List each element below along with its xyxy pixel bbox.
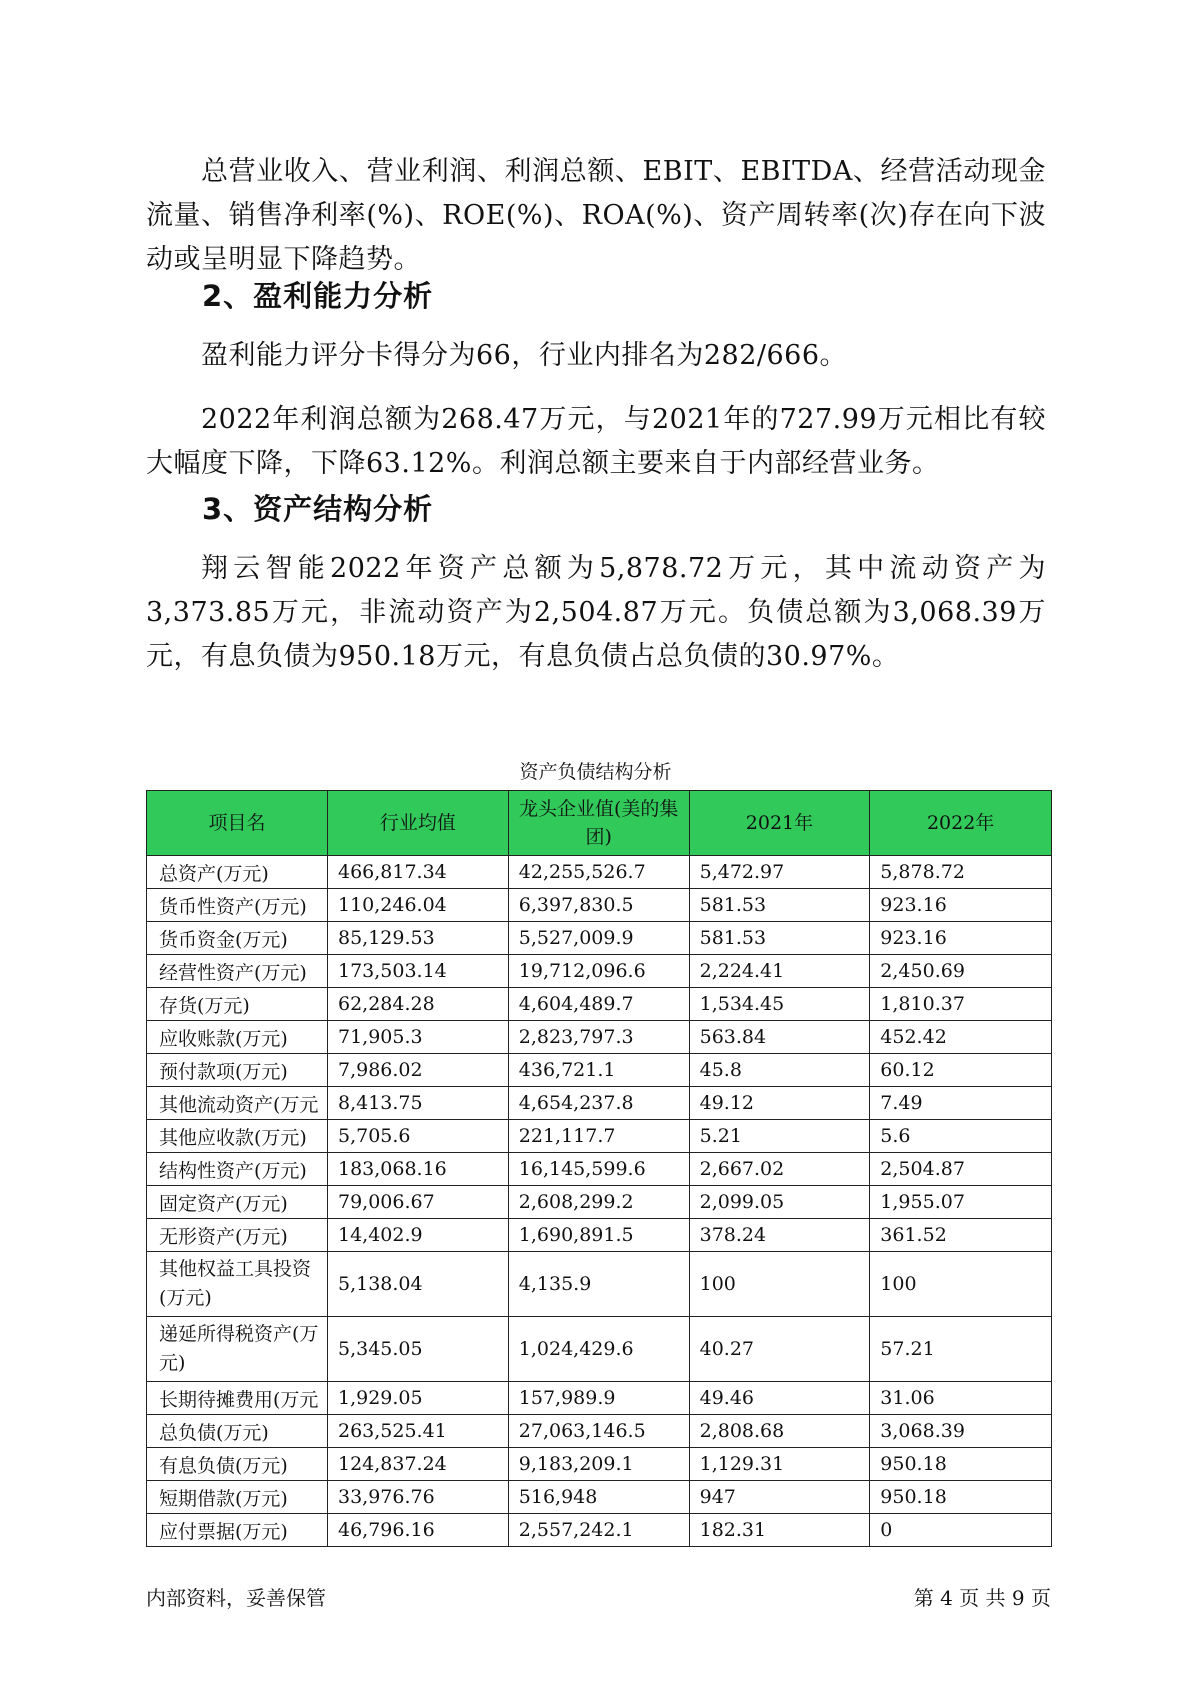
table-row: [147, 955, 1052, 988]
table-cell: 516,948: [508, 1481, 689, 1514]
table-row: [147, 889, 1052, 922]
row-label: 其他流动资产(万元: [147, 1087, 328, 1120]
table-cell: 5,705.6: [327, 1120, 508, 1153]
table-cell: 49.12: [689, 1087, 870, 1120]
table-cell: 4,135.9: [508, 1252, 689, 1317]
footer-confidential-note: 内部资料，妥善保管: [146, 1586, 326, 1610]
table-cell: 31.06: [870, 1382, 1052, 1415]
table-cell: 1,955.07: [870, 1186, 1052, 1219]
table-cell: 60.12: [870, 1054, 1052, 1087]
row-label: 其他应收款(万元): [147, 1120, 328, 1153]
section-heading-asset-structure: 3、资产结构分析: [202, 492, 434, 526]
table-cell: 2,504.87: [870, 1153, 1052, 1186]
table-cell: 85,129.53: [327, 922, 508, 955]
table-cell: 183,068.16: [327, 1153, 508, 1186]
table-cell: 2,608,299.2: [508, 1186, 689, 1219]
table-cell: 2,557,242.1: [508, 1514, 689, 1547]
table-row: [147, 1252, 1052, 1317]
table-row: [147, 1415, 1052, 1448]
table-cell: 49.46: [689, 1382, 870, 1415]
table-cell: 5,345.05: [327, 1317, 508, 1382]
table-cell: 1,690,891.5: [508, 1219, 689, 1252]
table-cell: 2,450.69: [870, 955, 1052, 988]
table-row: [147, 922, 1052, 955]
header-2021: 2021年: [689, 791, 870, 856]
table-cell: 6,397,830.5: [508, 889, 689, 922]
paragraph-total-profit: 2022年利润总额为268.47万元，与2021年的727.99万元相比有较大幅度下降，下降63.12%。利润总额主要来自于内部经营业务。: [146, 404, 1046, 479]
table-cell: 46,796.16: [327, 1514, 508, 1547]
row-label: 应付票据(万元): [147, 1514, 328, 1547]
row-label: 递延所得税资产(万元): [147, 1317, 328, 1382]
paragraph-asset-structure: 翔云智能2022年资产总额为5,878.72万元，其中流动资产为3,373.85万元，非流动资产为2,504.87万元。负债总额为3,068.39万元，有息负债为950.18万元，有息负债占总负债的30.97%。: [146, 553, 1046, 672]
table-cell: 378.24: [689, 1219, 870, 1252]
row-label: 有息负债(万元): [147, 1448, 328, 1481]
table-row: [147, 1186, 1052, 1219]
table-cell: 581.53: [689, 889, 870, 922]
row-label: 结构性资产(万元): [147, 1153, 328, 1186]
table-row: [147, 1087, 1052, 1120]
table-cell: 4,604,489.7: [508, 988, 689, 1021]
table-header-row: [147, 791, 1052, 856]
table-row: [147, 1317, 1052, 1382]
table-cell: 263,525.41: [327, 1415, 508, 1448]
table-cell: 33,976.76: [327, 1481, 508, 1514]
table-row: [147, 1382, 1052, 1415]
table-cell: 19,712,096.6: [508, 955, 689, 988]
table-cell: 5,527,009.9: [508, 922, 689, 955]
table-cell: 950.18: [870, 1481, 1052, 1514]
row-label: 无形资产(万元): [147, 1219, 328, 1252]
table-cell: 8,413.75: [327, 1087, 508, 1120]
table-row: [147, 1021, 1052, 1054]
table-cell: 5,472.97: [689, 856, 870, 889]
table-cell: 124,837.24: [327, 1448, 508, 1481]
table-cell: 5.6: [870, 1120, 1052, 1153]
table-row: [147, 1219, 1052, 1252]
table-cell: 27,063,146.5: [508, 1415, 689, 1448]
row-label: 预付款项(万元): [147, 1054, 328, 1087]
table-cell: 7,986.02: [327, 1054, 508, 1087]
table-cell: 7.49: [870, 1087, 1052, 1120]
row-label: 其他权益工具投资(万元): [147, 1252, 328, 1317]
table-cell: 2,099.05: [689, 1186, 870, 1219]
table-cell: 16,145,599.6: [508, 1153, 689, 1186]
table-cell: 1,929.05: [327, 1382, 508, 1415]
table-cell: 71,905.3: [327, 1021, 508, 1054]
table-cell: 947: [689, 1481, 870, 1514]
table-cell: 173,503.14: [327, 955, 508, 988]
header-item-name: 项目名: [147, 791, 328, 856]
table-cell: 1,534.45: [689, 988, 870, 1021]
table-cell: 9,183,209.1: [508, 1448, 689, 1481]
table-cell: 1,810.37: [870, 988, 1052, 1021]
footer-page-number: 第 4 页 共 9 页: [913, 1586, 1051, 1610]
header-industry-average: 行业均值: [327, 791, 508, 856]
table-cell: 923.16: [870, 922, 1052, 955]
table-cell: 563.84: [689, 1021, 870, 1054]
table-row: [147, 1481, 1052, 1514]
table-cell: 221,117.7: [508, 1120, 689, 1153]
row-label: 经营性资产(万元): [147, 955, 328, 988]
table-cell: 62,284.28: [327, 988, 508, 1021]
table-cell: 5.21: [689, 1120, 870, 1153]
row-label: 货币资金(万元): [147, 922, 328, 955]
table-cell: 45.8: [689, 1054, 870, 1087]
header-leader-value: 龙头企业值(美的集团): [508, 791, 689, 856]
table-cell: 14,402.9: [327, 1219, 508, 1252]
section-heading-profitability: 2、盈利能力分析: [202, 279, 434, 313]
row-label: 短期借款(万元): [147, 1481, 328, 1514]
table-cell: 40.27: [689, 1317, 870, 1382]
paragraph-profitability-score: 盈利能力评分卡得分为66，行业内排名为282/666。: [201, 340, 848, 371]
table-cell: 79,006.67: [327, 1186, 508, 1219]
table-row: [147, 988, 1052, 1021]
table-cell: 2,823,797.3: [508, 1021, 689, 1054]
table-caption: 资产负债结构分析: [519, 761, 672, 783]
table-cell: 581.53: [689, 922, 870, 955]
paragraph-trend-summary: 总营业收入、营业利润、利润总额、EBIT、EBITDA、经营活动现金流量、销售净利率(%)、ROE(%)、ROA(%)、资产周转率(次)存在向下波动或呈明显下降趋势。: [146, 156, 1046, 275]
table-body: [147, 856, 1052, 1547]
table-cell: 3,068.39: [870, 1415, 1052, 1448]
table-row: [147, 1054, 1052, 1087]
table-cell: 1,129.31: [689, 1448, 870, 1481]
row-label: 固定资产(万元): [147, 1186, 328, 1219]
table-cell: 110,246.04: [327, 889, 508, 922]
table-cell: 452.42: [870, 1021, 1052, 1054]
table-cell: 182.31: [689, 1514, 870, 1547]
table-cell: 1,024,429.6: [508, 1317, 689, 1382]
table-row: [147, 1120, 1052, 1153]
row-label: 总负债(万元): [147, 1415, 328, 1448]
table-cell: 0: [870, 1514, 1052, 1547]
table-cell: 100: [870, 1252, 1052, 1317]
table-cell: 2,808.68: [689, 1415, 870, 1448]
table-cell: 436,721.1: [508, 1054, 689, 1087]
table-row: [147, 1153, 1052, 1186]
table-cell: 100: [689, 1252, 870, 1317]
row-label: 应收账款(万元): [147, 1021, 328, 1054]
table-cell: 5,138.04: [327, 1252, 508, 1317]
balance-structure-table: [146, 790, 1052, 1547]
table-cell: 2,667.02: [689, 1153, 870, 1186]
row-label: 存货(万元): [147, 988, 328, 1021]
row-label: 货币性资产(万元): [147, 889, 328, 922]
table-row: [147, 1448, 1052, 1481]
table-cell: 361.52: [870, 1219, 1052, 1252]
table-cell: 466,817.34: [327, 856, 508, 889]
table-cell: 157,989.9: [508, 1382, 689, 1415]
table-cell: 5,878.72: [870, 856, 1052, 889]
row-label: 总资产(万元): [147, 856, 328, 889]
table-cell: 57.21: [870, 1317, 1052, 1382]
table-cell: 950.18: [870, 1448, 1052, 1481]
table-cell: 42,255,526.7: [508, 856, 689, 889]
table-row: [147, 1514, 1052, 1547]
header-2022: 2022年: [870, 791, 1052, 856]
table-cell: 2,224.41: [689, 955, 870, 988]
table-cell: 923.16: [870, 889, 1052, 922]
table-cell: 4,654,237.8: [508, 1087, 689, 1120]
table-row: [147, 856, 1052, 889]
row-label: 长期待摊费用(万元: [147, 1382, 328, 1415]
